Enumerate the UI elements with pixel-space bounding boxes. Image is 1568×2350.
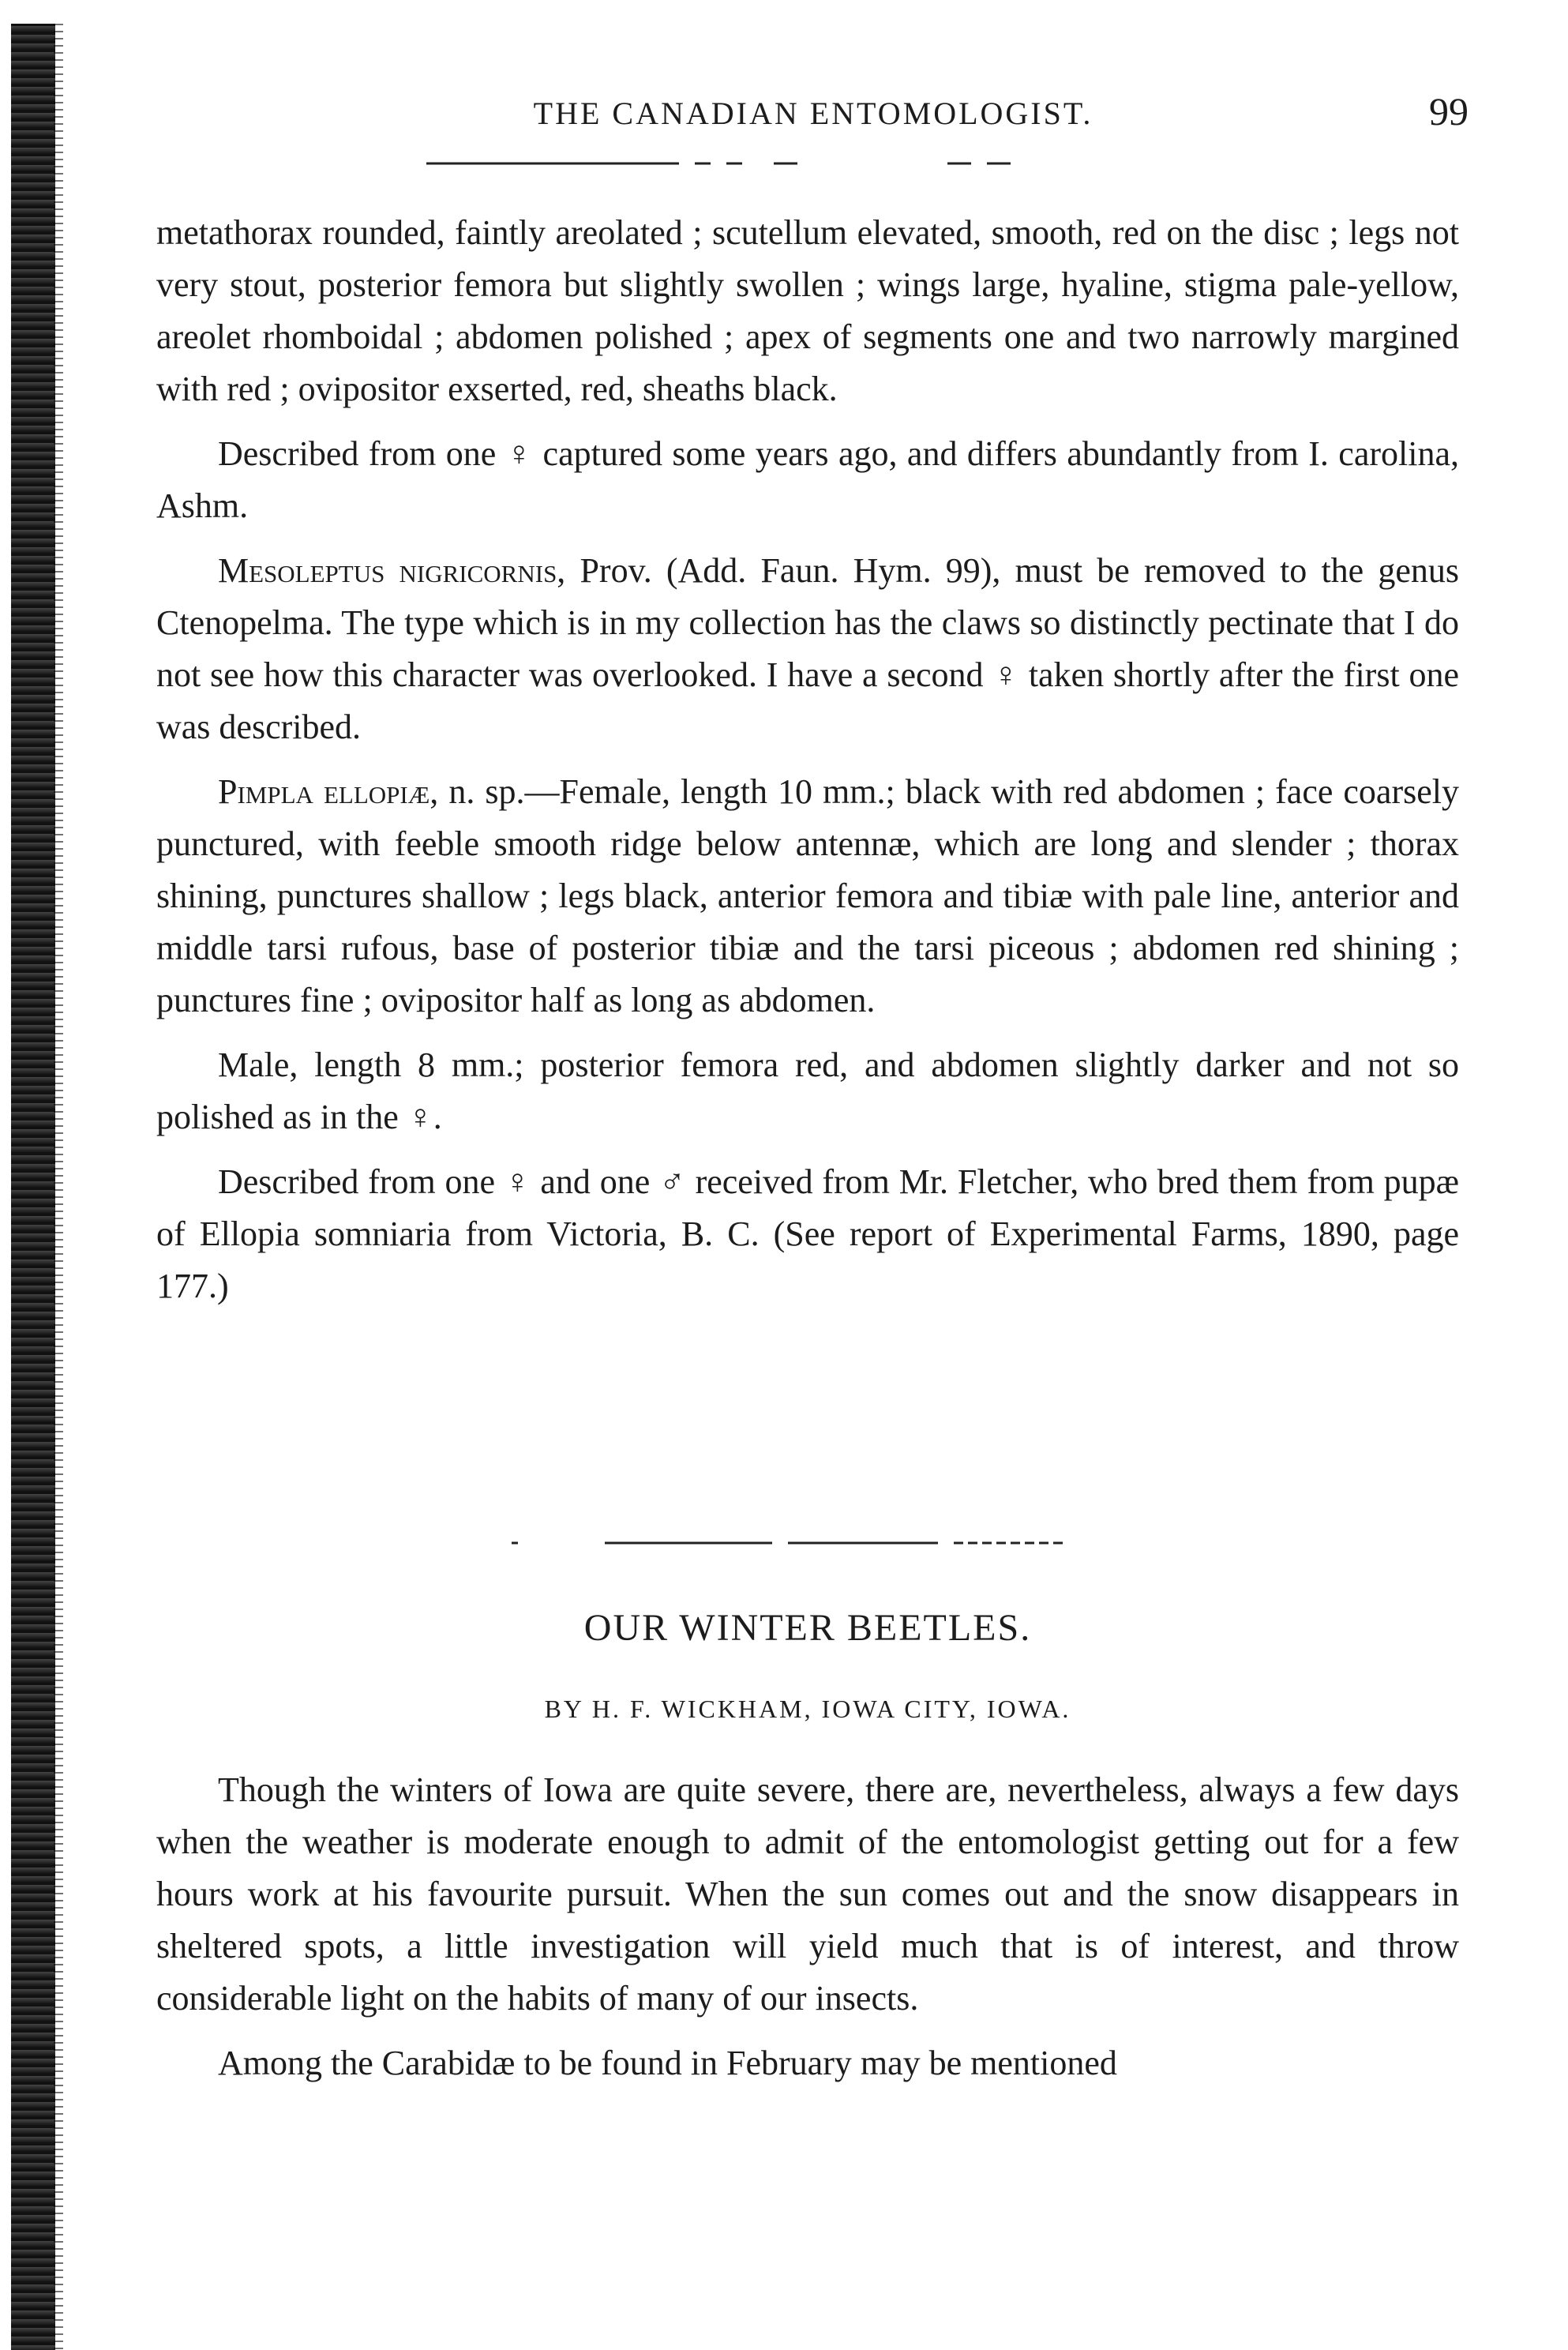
- page-number: 99: [1429, 89, 1469, 133]
- species-name-pimpla: Pimpla ellopiæ,: [218, 772, 439, 811]
- paragraph-mesoleptus: [156, 545, 1459, 753]
- pimpla-text: n. sp.—Female, length 10 mm.; black with red abdomen ; face coarsely punctured, with feeble smooth ridge below antennæ, which are long and slender ; thorax shining, punctures shallow ; legs black, anterior femora and tibiæ with pale line, anterior and middle tarsi rufous, base of posterior tibiæ and the tarsi piceous ; abdomen red shining ; punctures fine ; ovipositor half as long as abdomen.: [156, 772, 1459, 1019]
- species-name-mesoleptus: Mesoleptus nigricornis,: [218, 551, 566, 590]
- species-descriptions: [156, 207, 1459, 1325]
- paragraph-described-ellopia: Described from one ♀ and one ♂ received from Mr. Fletcher, who bred them from pupæ of Ellopia somniaria from Victoria, B. C. (See report of Experimental Farms, 1890, page 177.): [156, 1162, 1459, 1305]
- journal-title: THE CANADIAN ENTOMOLOGIST.: [533, 96, 1093, 131]
- paragraph-continuation: metathorax rounded, faintly areolated ; scutellum elevated, smooth, red on the disc ; legs not very stout, posterior femora but slightly swollen ; wings large, hyaline, stigma pale-yellow, areolet rhomboidal ; abdomen polished ; apex of segments one and two narrowly margined with red ; ovipositor exserted, red, sheaths black.: [156, 213, 1459, 408]
- article-body: [156, 1764, 1459, 2102]
- article-byline: BY H. F. WICKHAM, IOWA CITY, IOWA.: [544, 1695, 1071, 1723]
- article-title: OUR WINTER BEETLES.: [583, 1607, 1032, 1649]
- paragraph-pimpla: [156, 766, 1459, 1027]
- section-divider: [512, 1540, 1064, 1546]
- article-paragraph: Though the winters of Iowa are quite severe, there are, nevertheless, always a few days when the weather is moderate enough to admit of the entomologist getting out for a few hours work at his favourite pursuit. When the sun comes out and the snow disappears in sheltered spots, a little investigation will yield much that is of interest, and throw considerable light on the habits of many of our insects.: [156, 1770, 1459, 2018]
- mesoleptus-text: Prov. (Add. Faun. Hym. 99), must be removed to the genus Ctenopelma. The type which is in my collection has the claws so distinctly pectinate that I do not see how this character was overlooked. I have a second ♀ taken shortly after the first one was described.: [156, 551, 1460, 746]
- paragraph-described-from-one: Described from one ♀ captured some years ago, and differs abundantly from I. carolina, Ashm.: [156, 434, 1459, 525]
- running-head: [158, 88, 1469, 136]
- paragraph-male: Male, length 8 mm.; posterior femora red, and abdomen slightly darker and not so polished as in the ♀.: [156, 1045, 1459, 1136]
- article-paragraph: Among the Carabidæ to be found in February may be mentioned: [218, 2044, 1117, 2082]
- scanned-page-edge: [11, 24, 55, 2350]
- header-rule: [426, 160, 1011, 167]
